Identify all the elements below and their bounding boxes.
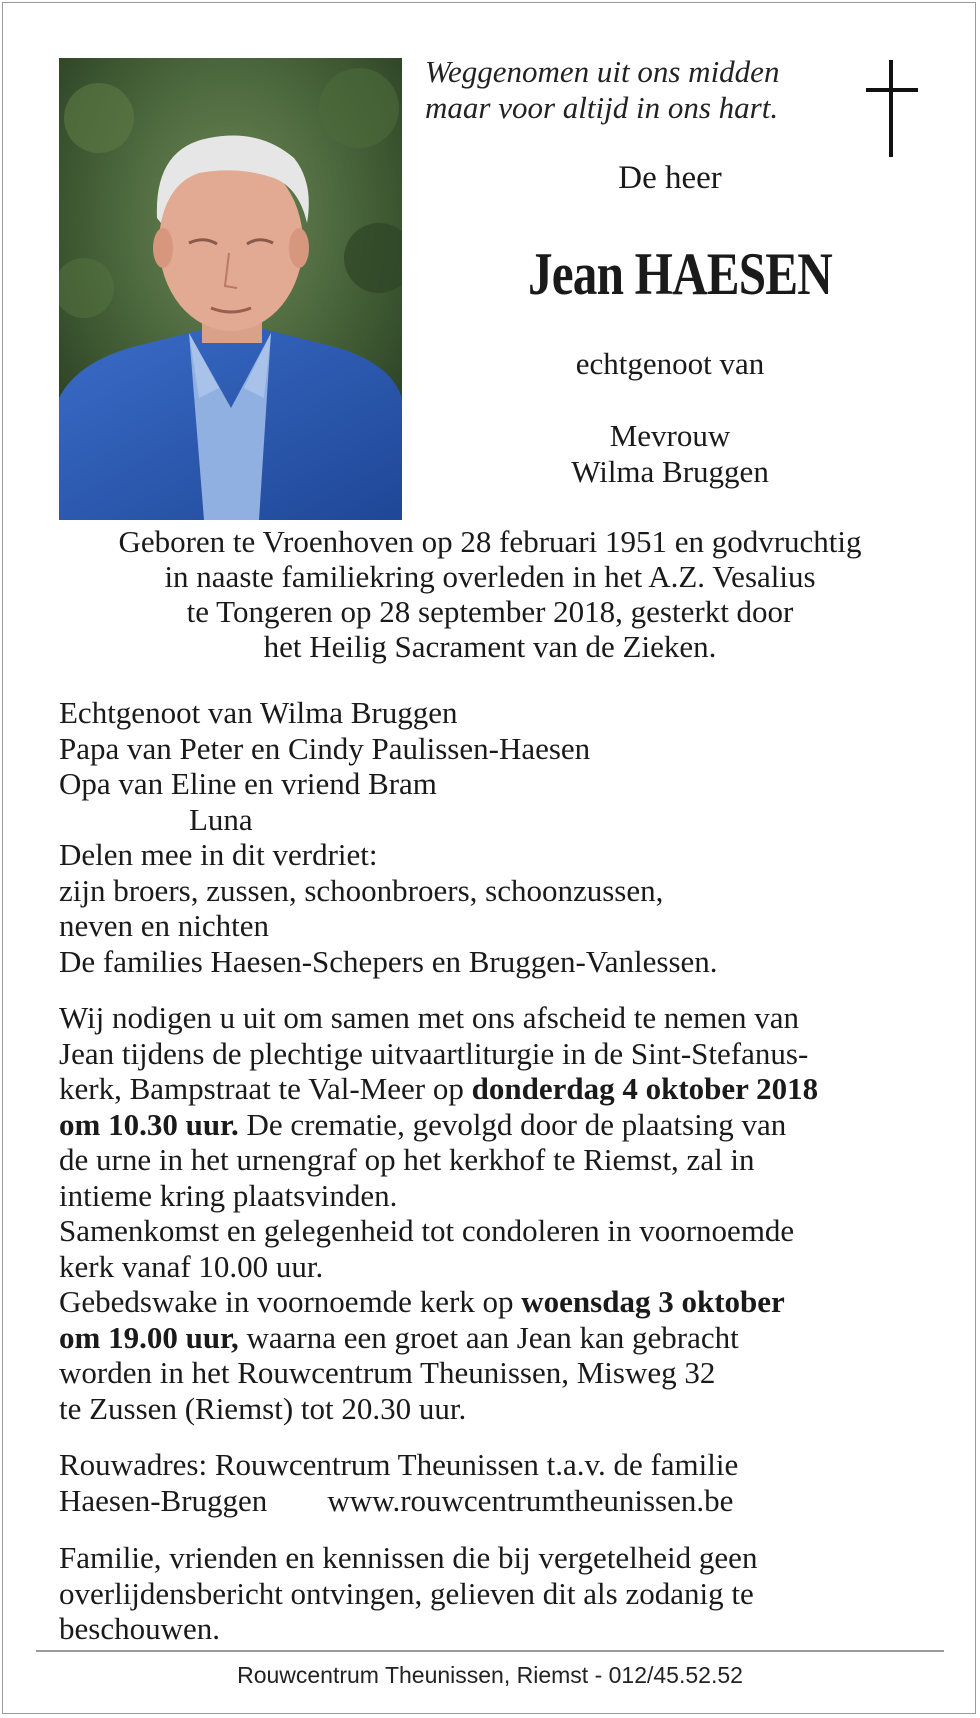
- spouse-intro: echtgenoot van: [575, 346, 765, 381]
- address-line: Rouwadres: Rouwcentrum Theunissen t.a.v. de familie: [59, 1447, 739, 1482]
- family-line: Papa van Peter en Cindy Paulissen-Haesen: [59, 730, 591, 766]
- service-line: [59, 1071, 939, 1107]
- motto: [425, 54, 825, 126]
- family-list: [59, 695, 939, 979]
- service-line: [59, 1320, 939, 1356]
- family-line: Echtgenoot van Wilma Bruggen: [59, 695, 458, 730]
- service-text: kerk, Bampstraat te Val-Meer op: [59, 1071, 472, 1106]
- cross-icon: [862, 60, 922, 160]
- spouse-block: [520, 418, 820, 490]
- footer-credit: Rouwcentrum Theunissen, Riemst - 012/45.52.52: [237, 1662, 743, 1688]
- birth-line: in naaste familiekring overleden in het A.Z. Vesalius: [164, 559, 816, 594]
- funeral-time: om 10.30 uur.: [59, 1106, 239, 1142]
- service-paragraph: [59, 1000, 939, 1426]
- service-text: De crematie, gevolgd door de plaatsing van: [238, 1106, 787, 1142]
- motto-line: Weggenomen uit ons midden: [425, 54, 780, 89]
- website-link[interactable]: www.rouwcentrumtheunissen.be: [327, 1482, 734, 1518]
- family-line: Opa van Eline en vriend Bram: [59, 766, 437, 801]
- family-line: Luna: [189, 801, 253, 837]
- service-line: worden in het Rouwcentrum Theunissen, Misweg 32: [59, 1355, 716, 1390]
- notice-line: Familie, vrienden en kennissen die bij vergetelheid geen: [59, 1540, 758, 1575]
- service-line: intieme kring plaatsvinden.: [59, 1177, 398, 1213]
- family-line: De families Haesen-Schepers en Bruggen-Vanlessen.: [59, 943, 718, 979]
- motto-line: maar voor altijd in ons hart.: [425, 90, 779, 125]
- vigil-date: woensdag 3 oktober: [521, 1284, 785, 1319]
- honorific: De heer: [618, 160, 722, 196]
- service-line: Jean tijdens de plechtige uitvaartliturgie in de Sint-Stefanus-: [59, 1035, 809, 1071]
- service-line: te Zussen (Riemst) tot 20.30 uur.: [59, 1390, 467, 1426]
- footer-divider: [36, 1650, 944, 1652]
- notice-line: overlijdensbericht ontvingen, gelieven dit als zodanig te: [59, 1575, 754, 1611]
- birth-line: Geboren te Vroenhoven op 28 februari 1951 en godvruchtig: [118, 524, 862, 559]
- mourning-address: [59, 1447, 939, 1518]
- service-line: kerk vanaf 10.00 uur.: [59, 1248, 324, 1284]
- birth-line: het Heilig Sacrament van de Zieken.: [263, 629, 717, 664]
- family-line: zijn broers, zussen, schoonbroers, schoonzussen,: [59, 872, 664, 908]
- service-line: [59, 1107, 939, 1143]
- vigil-time: om 19.00 uur,: [59, 1319, 239, 1355]
- deceased-name: Jean HAESEN: [527, 241, 833, 307]
- spouse-name: Wilma Bruggen: [571, 454, 769, 489]
- service-line: Wij nodigen u uit om samen met ons afscheid te nemen van: [59, 1000, 799, 1035]
- notice-paragraph: [59, 1540, 939, 1647]
- spouse-title: Mevrouw: [609, 418, 731, 453]
- service-line: de urne in het urnengraf op het kerkhof te Riemst, zal in: [59, 1142, 755, 1177]
- family-line: neven en nichten: [59, 908, 270, 943]
- birth-line: te Tongeren op 28 september 2018, gesterkt door: [186, 594, 794, 629]
- birth-paragraph: [40, 524, 940, 664]
- family-name: Haesen-Bruggen: [59, 1482, 268, 1518]
- address-line: [59, 1483, 939, 1519]
- service-line: Samenkomst en gelegenheid tot condoleren in voornoemde: [59, 1213, 795, 1248]
- notice-line: beschouwen.: [59, 1611, 220, 1646]
- family-line: Delen mee in dit verdriet:: [59, 837, 378, 872]
- service-line: [59, 1284, 939, 1320]
- portrait-photo: [59, 58, 402, 520]
- service-text: Gebedswake in voornoemde kerk op: [59, 1284, 522, 1319]
- service-text: waarna een groet aan Jean kan gebracht: [238, 1319, 739, 1355]
- funeral-date: donderdag 4 oktober 2018: [471, 1071, 819, 1106]
